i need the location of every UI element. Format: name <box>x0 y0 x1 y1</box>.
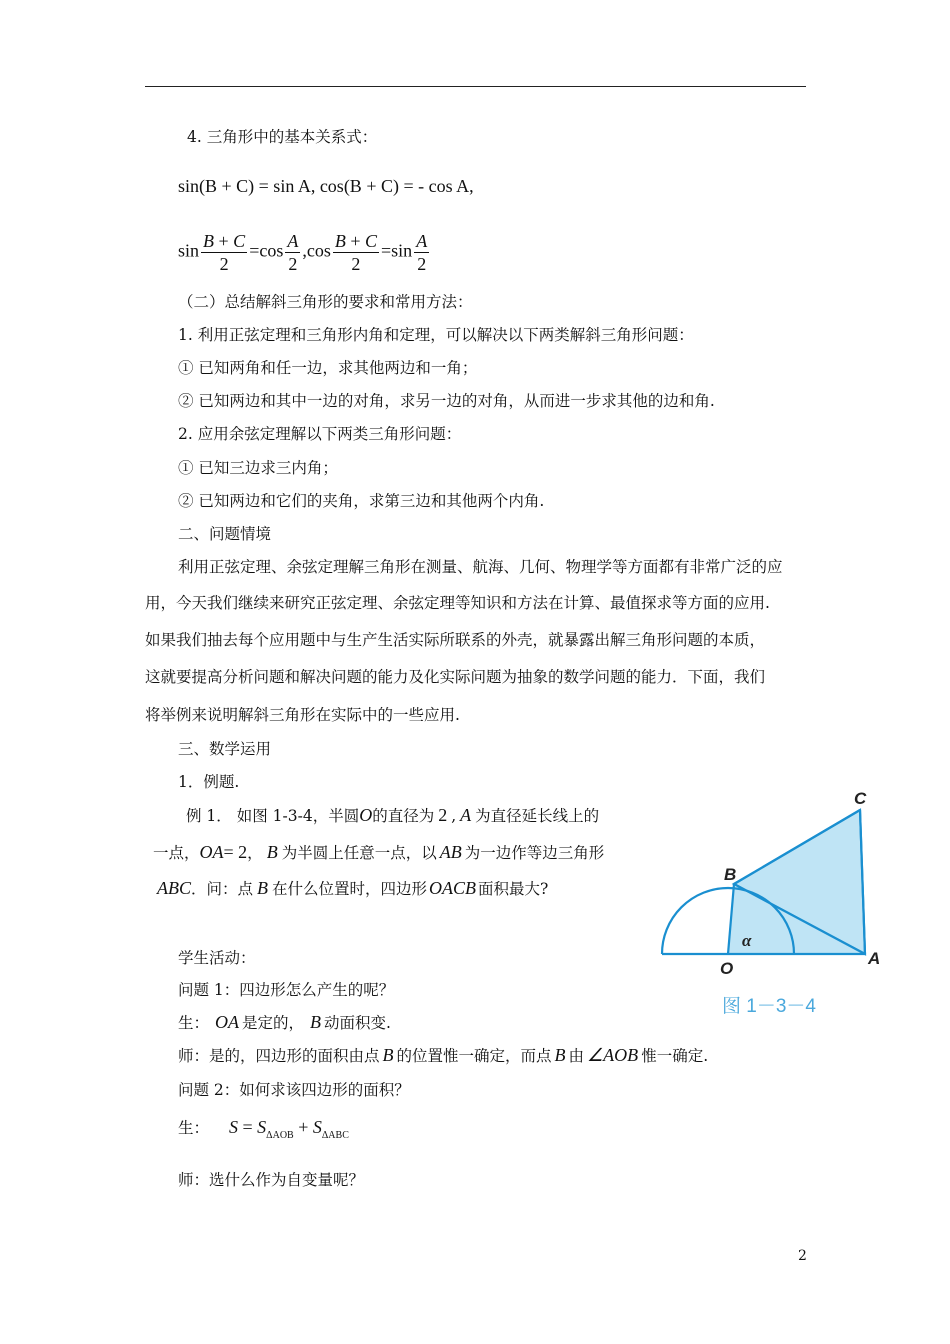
student-answer-2: 生： $S = S_{\Delta AOB} + S_{\Delta ABC}$ <box>178 1117 349 1141</box>
question-2: 问题 2：如何求该四边形的面积？ <box>178 1081 410 1099</box>
fraction-b-plus-c-over-2: $\frac{B + C}{2}$ <box>203 231 246 274</box>
example-1-line-1: 例 1． 如图 1-3-4，半圆O的直径为 2 , A 为直径延长线上的 <box>186 805 600 825</box>
equation-2: sin $\frac{B + C}{2}$ =cos $\frac{A}{2}$ ,cos $\frac{B + C}{2}$ =sin $\frac{A}{2}$ <box>178 231 428 274</box>
paragraph-situation-2: 用，今天我们继续来研究正弦定理、余弦定理等知识和方法在计算、最值探求等方面的应用. <box>145 594 770 612</box>
equation-1: sin(B + C) = sin A, cos(B + C) = - cos A, <box>178 176 474 196</box>
area-formula: $S = S_{\Delta AOB} + S_{\Delta ABC}$ <box>229 1117 349 1141</box>
section-2-heading: （二）总结解斜三角形的要求和常用方法： <box>178 293 473 311</box>
question-1: 问题 1：四边形怎么产生的呢？ <box>178 981 395 999</box>
section-4-heading: 4. 三角形中的基本关系式： <box>187 128 378 146</box>
paragraph-situation-5: 将举例来说明解斜三角形在实际中的一些应用. <box>145 706 460 724</box>
example-heading: 1．例题. <box>178 773 240 791</box>
fraction-b-plus-c-over-2-second: $\frac{B + C}{2}$ <box>334 231 378 274</box>
teacher-reply-2: 师：选什么作为自变量呢？ <box>178 1171 365 1189</box>
student-activity-heading: 学生活动： <box>178 949 256 967</box>
label-a: A <box>868 949 881 968</box>
teacher-reply-1: 师：是的，四边形的面积由点 B 的位置惟一确定，而点 B 由 ∠AOB 惟一确定. <box>178 1045 709 1065</box>
label-alpha: α <box>742 931 752 950</box>
paragraph-1a: ① 已知两角和任一边，求其他两边和一角； <box>178 359 478 377</box>
heading-math-application: 三、数学运用 <box>178 740 272 758</box>
student-answer-1: 生： OA 是定的， B 动面积变. <box>178 1012 391 1032</box>
figure-caption: 图 1－3－4 <box>722 996 816 1017</box>
paragraph-situation-3: 如果我们抽去每个应用题中与生产生活实际所联系的外壳，就暴露出解三角形问题的本质， <box>145 631 766 649</box>
example-1-line-3: ABC．问：点 B 在什么位置时，四边形 OACB 面积最大? <box>157 878 549 898</box>
label-o: O <box>720 959 734 978</box>
paragraph-situation-1: 利用正弦定理、余弦定理解三角形在测量、航海、几何、物理学等方面都有非常广泛的应 <box>178 558 783 576</box>
example-1-line-2: 一点，OA= 2， B 为半圆上任意一点，以 AB 为一边作等边三角形 <box>153 842 605 862</box>
paragraph-situation-4: 这就要提高分析问题和解决问题的能力及化实际问题为抽象的数学问题的能力．下面，我们 <box>145 668 766 686</box>
figure-1-3-4 <box>650 786 890 1026</box>
page-number: 2 <box>798 1248 807 1264</box>
paragraph-1: 1. 利用正弦定理和三角形内角和定理，可以解决以下两类解斜三角形问题： <box>178 326 694 344</box>
label-b: B <box>724 865 737 884</box>
paragraph-1b: ② 已知两边和其中一边的对角，求另一边的对角，从而进一步求其他的边和角. <box>178 392 715 410</box>
paragraph-2a: ① 已知三边求三内角； <box>178 459 338 477</box>
semicircle-triangle-diagram <box>650 786 890 1026</box>
paragraph-2b: ② 已知两边和它们的夹角，求第三边和其他两个内角. <box>178 492 545 510</box>
fraction-a-over-2: $\frac{A}{2}$ <box>287 231 299 274</box>
heading-problem-situation: 二、问题情境 <box>178 525 272 543</box>
fraction-a-over-2-second: $\frac{A}{2}$ <box>416 231 428 274</box>
label-c: C <box>854 789 867 808</box>
header-rule <box>145 86 806 87</box>
paragraph-2: 2. 应用余弦定理解以下两类三角形问题： <box>178 425 462 443</box>
